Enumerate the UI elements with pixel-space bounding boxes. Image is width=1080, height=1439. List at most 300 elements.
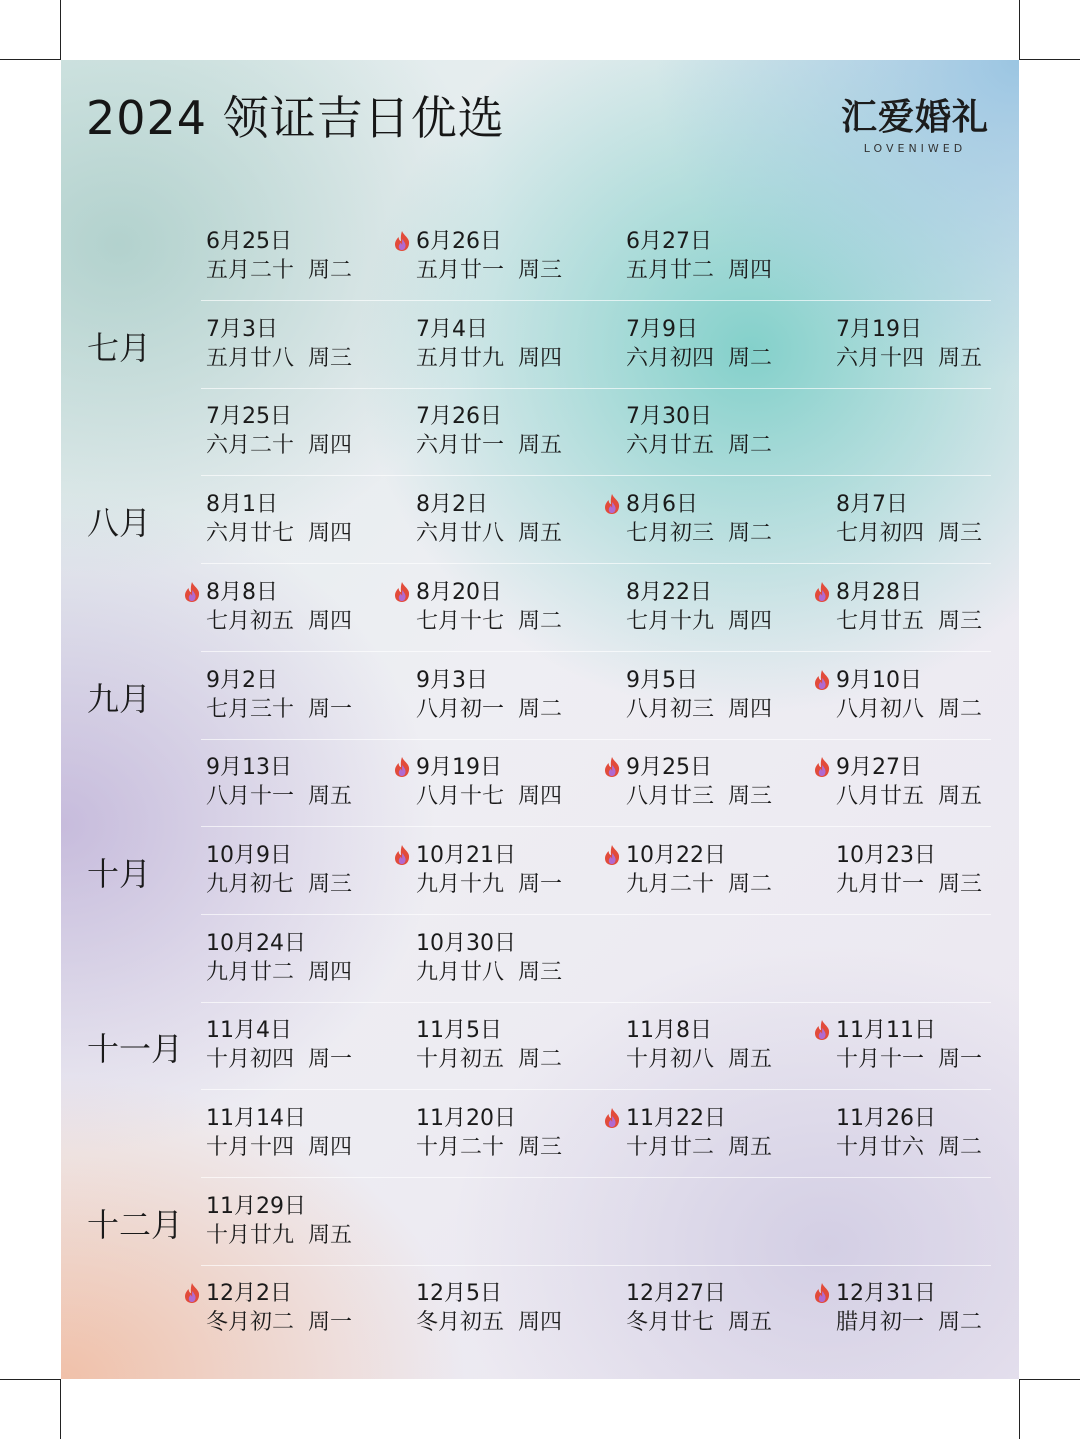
- solar-date: [836, 315, 1019, 344]
- lunar-line: [206, 1221, 416, 1250]
- date-entry: [416, 402, 626, 460]
- lunar-line: [416, 1133, 626, 1162]
- flame-icon: [392, 581, 412, 603]
- solar-date: [836, 753, 1019, 782]
- crop-mark: [60, 0, 61, 60]
- date-entry: [626, 402, 836, 460]
- weekday: 周五: [728, 1310, 773, 1336]
- solar-date: [416, 753, 626, 782]
- solar-date: [206, 1016, 416, 1045]
- solar-date-text: 9月19日: [416, 755, 502, 781]
- weekday: 周三: [518, 1135, 563, 1160]
- lunar-line: [626, 870, 836, 899]
- weekday: 周四: [518, 784, 563, 810]
- solar-date: [206, 227, 416, 256]
- date-entry: [626, 1104, 836, 1162]
- date-row: [194, 578, 994, 666]
- date-row: [194, 666, 994, 754]
- weekday: 周五: [728, 1135, 773, 1160]
- row-divider: [201, 475, 991, 476]
- lunar-date: 六月二十: [206, 433, 295, 459]
- crop-mark: [0, 59, 61, 60]
- solar-date: [626, 490, 836, 519]
- lunar-date: 七月廿五: [836, 608, 925, 634]
- solar-date-text: 8月22日: [626, 579, 712, 605]
- lunar-date: 六月廿五: [626, 433, 715, 459]
- date-row: [194, 315, 994, 403]
- lunar-line: [626, 1133, 836, 1162]
- weekday: 周三: [938, 608, 983, 634]
- date-entry: [206, 315, 416, 373]
- solar-date-text: 9月13日: [206, 755, 292, 781]
- flame-icon: [392, 756, 412, 778]
- solar-date: [416, 1104, 626, 1133]
- date-entry: [836, 1016, 1019, 1074]
- row-divider: [201, 826, 991, 827]
- weekday: 周五: [518, 433, 563, 459]
- date-entry: [416, 753, 626, 811]
- solar-date: [206, 753, 416, 782]
- weekday: 周三: [728, 784, 773, 810]
- date-entry: [416, 1279, 626, 1337]
- row-divider: [201, 651, 991, 652]
- lunar-line: [206, 1133, 416, 1162]
- solar-date-text: 6月27日: [626, 229, 712, 254]
- row-divider: [201, 739, 991, 740]
- solar-date-text: 10月30日: [416, 930, 516, 956]
- solar-date-text: 8月8日: [206, 579, 278, 605]
- solar-date: [626, 666, 836, 695]
- row-divider: [201, 563, 991, 564]
- date-entry: [206, 1104, 416, 1162]
- solar-date-text: 9月3日: [416, 667, 488, 693]
- weekday: 周二: [518, 1047, 563, 1073]
- date-entry: [836, 666, 1019, 724]
- solar-date-text: 7月9日: [626, 316, 698, 342]
- weekday: 周五: [308, 1222, 353, 1248]
- date-entry: [416, 1104, 626, 1162]
- solar-date: [416, 315, 626, 344]
- row-divider: [201, 914, 991, 915]
- lunar-line: [626, 519, 836, 548]
- solar-date: [416, 490, 626, 519]
- solar-date-text: 7月4日: [416, 316, 488, 342]
- lunar-line: [836, 695, 1019, 724]
- weekday: 周四: [518, 345, 563, 371]
- solar-date-text: 8月28日: [836, 579, 922, 605]
- date-entry: [836, 578, 1019, 636]
- weekday: 周一: [308, 1310, 353, 1336]
- solar-date: [626, 227, 836, 256]
- weekday: 周三: [308, 871, 353, 897]
- weekday: 周二: [518, 608, 563, 634]
- weekday: 周四: [728, 696, 773, 722]
- solar-date: [416, 1279, 626, 1308]
- solar-date-text: 7月25日: [206, 404, 292, 430]
- lunar-line: [416, 782, 626, 811]
- page-title: 2024 领证吉日优选: [86, 91, 505, 145]
- lunar-line: [626, 431, 836, 460]
- lunar-date: 七月初三: [626, 521, 715, 547]
- date-entry: [416, 1016, 626, 1074]
- flame-icon: [602, 1107, 622, 1129]
- lunar-line: [836, 1133, 1019, 1162]
- solar-date: [626, 402, 836, 431]
- lunar-line: [206, 519, 416, 548]
- crop-mark: [1019, 0, 1020, 60]
- date-entry: [836, 1104, 1019, 1162]
- date-entry: [626, 490, 836, 548]
- solar-date-text: 12月31日: [836, 1281, 936, 1307]
- solar-date-text: 11月22日: [626, 1106, 726, 1131]
- row-divider: [201, 1265, 991, 1266]
- date-entry: [206, 1016, 416, 1074]
- solar-date: [836, 1016, 1019, 1045]
- flame-icon: [812, 756, 832, 778]
- solar-date: [206, 1192, 416, 1221]
- month-label: 十一月: [87, 1030, 184, 1069]
- lunar-line: [626, 1045, 836, 1074]
- solar-date: [626, 315, 836, 344]
- weekday: 周一: [308, 1047, 353, 1073]
- date-entry: [626, 1016, 836, 1074]
- solar-date-text: 7月3日: [206, 316, 278, 342]
- weekday: 周二: [938, 696, 983, 722]
- flame-icon: [392, 844, 412, 866]
- date-entry: [416, 315, 626, 373]
- date-entry: [626, 578, 836, 636]
- weekday: 周二: [728, 521, 773, 547]
- weekday: 周四: [308, 1135, 353, 1160]
- lunar-line: [836, 344, 1019, 373]
- date-entry: [206, 227, 416, 285]
- lunar-date: 七月初五: [206, 608, 295, 634]
- solar-date-text: 10月22日: [626, 842, 726, 868]
- solar-date-text: 6月25日: [206, 229, 292, 254]
- solar-date: [416, 1016, 626, 1045]
- weekday: 周五: [938, 784, 983, 810]
- solar-date-text: 7月26日: [416, 404, 502, 430]
- lunar-date: 冬月初二: [206, 1310, 295, 1336]
- date-row: [194, 929, 994, 1017]
- date-row: [194, 227, 994, 315]
- weekday: 周三: [518, 258, 563, 283]
- date-entry: [206, 1192, 416, 1250]
- flame-icon: [812, 1282, 832, 1304]
- weekday: 周三: [938, 871, 983, 897]
- lunar-date: 六月廿七: [206, 521, 295, 547]
- lunar-date: 八月廿五: [836, 784, 925, 810]
- month-label: 七月: [87, 328, 152, 367]
- solar-date: [836, 1104, 1019, 1133]
- date-row: [194, 1016, 994, 1104]
- solar-date: [206, 402, 416, 431]
- lunar-date: 九月廿八: [416, 959, 505, 985]
- flame-icon: [182, 581, 202, 603]
- weekday: 周三: [308, 345, 353, 371]
- brand-name: 汇爱婚礼: [840, 96, 989, 138]
- row-divider: [201, 1177, 991, 1178]
- weekday: 周二: [728, 871, 773, 897]
- solar-date: [206, 929, 416, 958]
- solar-date: [626, 1016, 836, 1045]
- solar-date-text: 10月9日: [206, 842, 292, 868]
- lunar-line: [836, 519, 1019, 548]
- lunar-line: [626, 695, 836, 724]
- solar-date-text: 12月27日: [626, 1281, 726, 1307]
- flame-icon: [392, 230, 412, 252]
- date-entry: [416, 578, 626, 636]
- crop-mark: [1019, 1379, 1080, 1380]
- solar-date: [206, 666, 416, 695]
- weekday: 周二: [938, 1135, 983, 1160]
- lunar-date: 八月廿三: [626, 784, 715, 810]
- crop-mark: [1019, 1379, 1020, 1439]
- solar-date-text: 10月23日: [836, 842, 936, 868]
- date-row: [194, 1104, 994, 1192]
- date-row: [194, 841, 994, 929]
- solar-date-text: 10月21日: [416, 842, 516, 868]
- weekday: 周五: [518, 521, 563, 547]
- lunar-date: 九月十九: [416, 871, 505, 897]
- date-entry: [416, 929, 626, 987]
- lunar-date: 九月廿一: [836, 871, 925, 897]
- lunar-line: [206, 870, 416, 899]
- crop-mark: [1019, 59, 1080, 60]
- lunar-line: [206, 256, 416, 285]
- weekday: 周一: [518, 871, 563, 897]
- row-divider: [201, 388, 991, 389]
- flame-icon: [602, 493, 622, 515]
- solar-date: [836, 1279, 1019, 1308]
- date-entry: [206, 1279, 416, 1337]
- solar-date: [416, 666, 626, 695]
- lunar-date: 七月初四: [836, 521, 925, 547]
- lunar-date: 腊月初一: [836, 1310, 925, 1336]
- lunar-line: [416, 344, 626, 373]
- weekday: 周二: [728, 433, 773, 459]
- weekday: 周五: [728, 1047, 773, 1073]
- lunar-line: [416, 695, 626, 724]
- solar-date: [626, 1104, 836, 1133]
- date-entry: [206, 666, 416, 724]
- lunar-date: 八月初八: [836, 696, 925, 722]
- solar-date: [626, 1279, 836, 1308]
- date-entry: [416, 666, 626, 724]
- flame-icon: [602, 756, 622, 778]
- date-entry: [206, 753, 416, 811]
- date-entry: [836, 753, 1019, 811]
- solar-date: [206, 1279, 416, 1308]
- date-entry: [416, 841, 626, 899]
- flame-icon: [812, 1019, 832, 1041]
- solar-date: [206, 490, 416, 519]
- weekday: 周四: [728, 608, 773, 634]
- weekday: 周一: [938, 1047, 983, 1073]
- lunar-date: 十月廿六: [836, 1135, 925, 1160]
- date-entry: [836, 1279, 1019, 1337]
- solar-date: [206, 578, 416, 607]
- month-label: 十二月: [87, 1205, 184, 1244]
- lunar-date: 九月廿二: [206, 959, 295, 985]
- lunar-line: [206, 958, 416, 987]
- lunar-line: [206, 1308, 416, 1337]
- solar-date: [416, 402, 626, 431]
- lunar-date: 六月廿一: [416, 433, 505, 459]
- lunar-line: [836, 870, 1019, 899]
- lunar-line: [206, 607, 416, 636]
- solar-date-text: 8月20日: [416, 579, 502, 605]
- solar-date-text: 7月30日: [626, 404, 712, 430]
- solar-date: [836, 841, 1019, 870]
- date-entry: [206, 929, 416, 987]
- lunar-date: 九月初七: [206, 871, 295, 897]
- row-divider: [201, 1002, 991, 1003]
- solar-date-text: 11月4日: [206, 1018, 292, 1044]
- weekday: 周二: [308, 258, 353, 283]
- solar-date: [416, 929, 626, 958]
- lunar-line: [836, 1308, 1019, 1337]
- weekday: 周五: [938, 345, 983, 371]
- weekday: 周一: [308, 696, 353, 722]
- lunar-date: 五月廿二: [626, 258, 715, 283]
- lunar-date: 六月廿八: [416, 521, 505, 547]
- date-entry: [836, 490, 1019, 548]
- date-entry: [206, 490, 416, 548]
- date-entry: [626, 1279, 836, 1337]
- solar-date: [416, 578, 626, 607]
- solar-date-text: 12月5日: [416, 1281, 502, 1307]
- lunar-date: 十月初八: [626, 1047, 715, 1073]
- solar-date-text: 11月14日: [206, 1106, 306, 1131]
- solar-date-text: 11月29日: [206, 1193, 306, 1219]
- solar-date-text: 11月5日: [416, 1018, 502, 1044]
- date-entry: [416, 227, 626, 285]
- weekday: 周二: [518, 696, 563, 722]
- solar-date-text: 8月1日: [206, 492, 278, 518]
- lunar-date: 十月初四: [206, 1047, 295, 1073]
- solar-date: [626, 578, 836, 607]
- lunar-date: 五月廿八: [206, 345, 295, 371]
- lunar-line: [206, 431, 416, 460]
- brand-logo: [835, 96, 995, 155]
- lunar-date: 十月十四: [206, 1135, 295, 1160]
- weekday: 周三: [518, 959, 563, 985]
- calendar-card: [61, 60, 1019, 1379]
- date-entry: [626, 227, 836, 285]
- solar-date-text: 11月8日: [626, 1018, 712, 1044]
- lunar-date: 冬月廿七: [626, 1310, 715, 1336]
- solar-date-text: 11月20日: [416, 1106, 516, 1131]
- solar-date-text: 8月6日: [626, 492, 698, 518]
- date-row: [194, 490, 994, 578]
- weekday: 周四: [308, 521, 353, 547]
- solar-date-text: 9月5日: [626, 667, 698, 693]
- lunar-line: [206, 344, 416, 373]
- lunar-date: 八月初一: [416, 696, 505, 722]
- solar-date-text: 10月24日: [206, 930, 306, 956]
- solar-date-text: 9月10日: [836, 667, 922, 693]
- solar-date-text: 11月11日: [836, 1018, 936, 1044]
- lunar-line: [206, 695, 416, 724]
- date-row: [194, 402, 994, 490]
- date-row: [194, 1279, 994, 1367]
- date-entry: [206, 841, 416, 899]
- date-entry: [626, 315, 836, 373]
- lunar-date: 十月二十: [416, 1135, 505, 1160]
- weekday: 周二: [728, 345, 773, 371]
- weekday: 周四: [308, 608, 353, 634]
- date-entry: [626, 753, 836, 811]
- weekday: 周四: [518, 1310, 563, 1336]
- lunar-date: 十月廿九: [206, 1222, 295, 1248]
- lunar-date: 十月十一: [836, 1047, 925, 1073]
- lunar-line: [626, 782, 836, 811]
- lunar-date: 七月十七: [416, 608, 505, 634]
- date-entry: [206, 578, 416, 636]
- weekday: 周五: [308, 784, 353, 810]
- solar-date-text: 12月2日: [206, 1281, 292, 1307]
- solar-date-text: 6月26日: [416, 229, 502, 254]
- solar-date-text: 8月2日: [416, 492, 488, 518]
- month-label: 十月: [87, 854, 152, 893]
- lunar-line: [626, 256, 836, 285]
- lunar-line: [626, 607, 836, 636]
- date-entry: [836, 841, 1019, 899]
- flame-icon: [182, 1282, 202, 1304]
- crop-mark: [60, 1379, 61, 1439]
- date-entry: [416, 490, 626, 548]
- row-divider: [201, 1089, 991, 1090]
- lunar-line: [416, 519, 626, 548]
- solar-date-text: 9月27日: [836, 755, 922, 781]
- lunar-date: 六月十四: [836, 345, 925, 371]
- solar-date: [626, 841, 836, 870]
- solar-date: [836, 490, 1019, 519]
- solar-date: [626, 753, 836, 782]
- solar-date: [416, 227, 626, 256]
- solar-date-text: 11月26日: [836, 1106, 936, 1131]
- brand-subtitle: LOVENIWED: [863, 142, 967, 155]
- month-label: 九月: [87, 679, 152, 718]
- lunar-line: [626, 1308, 836, 1337]
- lunar-line: [416, 607, 626, 636]
- solar-date: [836, 666, 1019, 695]
- lunar-line: [206, 782, 416, 811]
- solar-date-text: 8月7日: [836, 492, 908, 518]
- lunar-date: 五月廿九: [416, 345, 505, 371]
- row-divider: [201, 300, 991, 301]
- lunar-date: 六月初四: [626, 345, 715, 371]
- date-row: [194, 1192, 994, 1280]
- lunar-line: [836, 607, 1019, 636]
- lunar-line: [416, 958, 626, 987]
- crop-mark: [0, 1379, 61, 1380]
- lunar-date: 八月十一: [206, 784, 295, 810]
- lunar-line: [626, 344, 836, 373]
- weekday: 周四: [308, 959, 353, 985]
- lunar-date: 八月初三: [626, 696, 715, 722]
- date-row: [194, 753, 994, 841]
- lunar-line: [416, 870, 626, 899]
- lunar-date: 五月廿一: [416, 258, 505, 283]
- lunar-date: 七月三十: [206, 696, 295, 722]
- flame-icon: [812, 581, 832, 603]
- date-entry: [626, 841, 836, 899]
- lunar-line: [836, 1045, 1019, 1074]
- lunar-date: 十月廿二: [626, 1135, 715, 1160]
- solar-date: [206, 841, 416, 870]
